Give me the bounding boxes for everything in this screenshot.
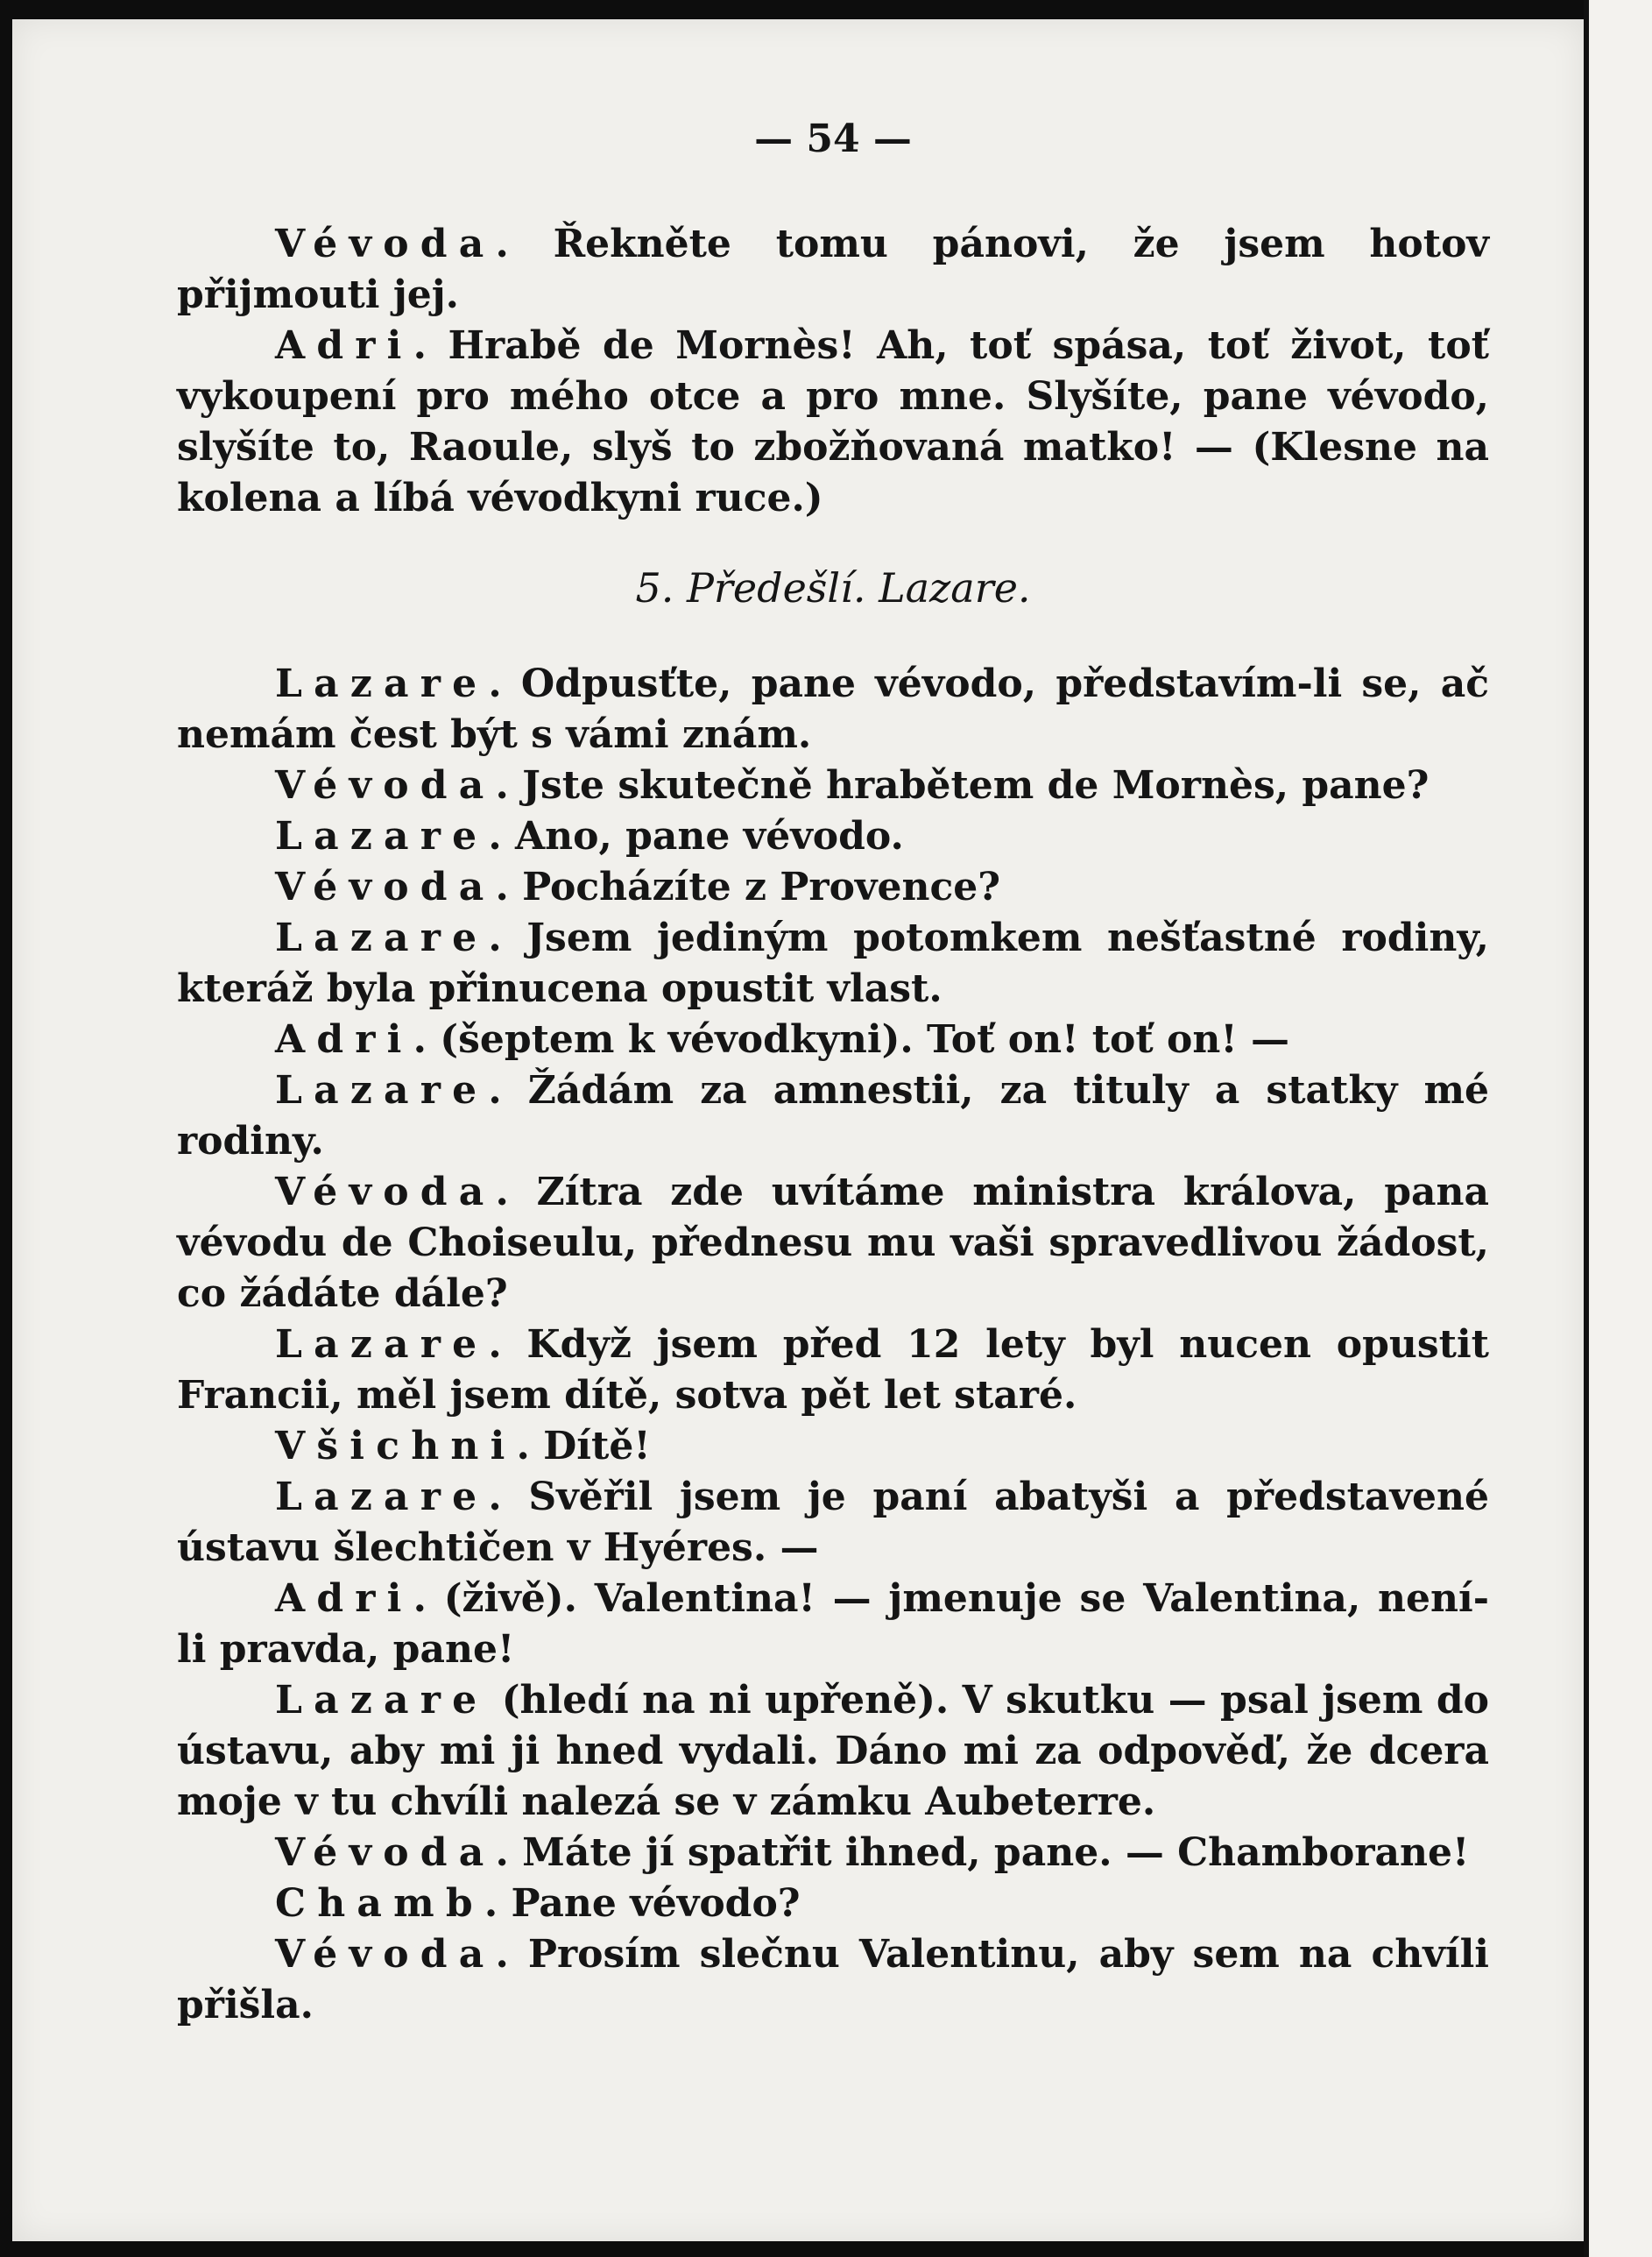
dialogue-paragraph [177,219,1489,321]
dialogue-bottom [177,659,1489,2031]
dialogue-text: . Žádám za amnestii, za tituly a statky mé rodiny. [177,1068,1489,1164]
dialogue-text: . Řekněte tomu pánovi, že jsem hotov přijmouti jej. [177,222,1489,317]
next-page-edge [1584,0,1652,2257]
speaker-name: Lazare [275,1678,489,1723]
dialogue-text: . (šeptem k vévodkyni). Toť on! toť on! — [413,1017,1289,1062]
dialogue-paragraph [177,1929,1489,2031]
dialogue-text: . (živě). Valentina! — jmenuje se Valentina, není-li pravda, pane! [177,1576,1489,1672]
dialogue-paragraph [177,1320,1489,1421]
speaker-name: Lazare [275,916,489,960]
speaker-name: Lazare [275,1475,489,1519]
page-text [177,114,1489,2031]
speaker-name: Vévoda [275,1932,496,1977]
dialogue-paragraph [177,761,1489,811]
dialogue-top [177,219,1489,524]
dialogue-paragraph [177,321,1489,524]
speaker-name: Vévoda [275,1170,496,1214]
dialogue-paragraph [177,1015,1489,1065]
dialogue-text: . Prosím slečnu Valentinu, aby sem na chvíli přišla. [177,1932,1489,2027]
dialogue-text: (hledí na ni upřeně). V skutku — psal jsem do ústavu, aby mi ji hned vydali. Dáno mi za odpověď, že dcera moje v tu chvíli nalezá se v zámku Aubeterre. [177,1678,1489,1824]
speaker-name: Adri [275,1017,413,1062]
speaker-name: Adri [275,323,413,368]
dialogue-text: . Svěřil jsem je paní abatyši a představené ústavu šlechtičen v Hyéres. — [177,1475,1489,1570]
speaker-name: Vévoda [275,222,496,266]
dialogue-paragraph [177,811,1489,862]
page-number: — 54 — [754,117,912,161]
dialogue-paragraph [177,659,1489,761]
dialogue-paragraph [177,862,1489,913]
dialogue-text: . Zítra zde uvítáme ministra králova, pana vévodu de Choiseulu, přednesu mu vaši spravedlivou žádost, co žádáte dále? [177,1170,1489,1316]
speaker-name: Lazare [275,1322,489,1367]
dialogue-paragraph [177,1167,1489,1320]
dialogue-text: . Máte jí spatřit ihned, pane. — Chamborane! [495,1830,1470,1875]
speaker-name: Lazare [275,814,489,859]
speaker-name: Vévoda [275,1830,496,1875]
dialogue-text: . Pane vévodo? [484,1881,801,1926]
dialogue-paragraph [177,1574,1489,1675]
dialogue-text: . Jste skutečně hrabětem de Mornès, pane? [495,763,1430,808]
dialogue-paragraph [177,1472,1489,1574]
dialogue-paragraph [177,1828,1489,1878]
dialogue-text: . Hrabě de Mornès! Ah, toť spása, toť život, toť vykoupení pro mého otce a pro mne. Slyšíte, pane vévodo, slyšíte to, Raoule, slyš to zbožňovaná matko! — (Klesne na kolena a líbá vévodkyni ruce.) [177,323,1489,520]
dialogue-paragraph [177,1421,1489,1472]
dialogue-text: . Odpusťte, pane vévodo, představím-li se, ač nemám čest být s vámi znám. [177,662,1489,757]
dialogue-paragraph [177,1065,1489,1167]
dialogue-text: . Když jsem před 12 lety byl nucen opustit Francii, měl jsem dítě, sotva pět let staré. [177,1322,1489,1418]
scene-heading: 5. Předešlí. Lazare. [635,564,1031,612]
speaker-name: Všichni [275,1424,517,1468]
dialogue-text: . Dítě! [516,1424,651,1468]
speaker-name: Vévoda [275,865,496,909]
dialogue-text: . Ano, pane vévodo. [488,814,904,859]
speaker-name: Lazare [275,662,489,706]
speaker-name: Lazare [275,1068,489,1113]
speaker-name: Vévoda [275,763,496,808]
dialogue-paragraph [177,1878,1489,1929]
speaker-name: Chamb [275,1881,484,1926]
speaker-name: Adri [275,1576,413,1621]
dialogue-paragraph [177,1675,1489,1828]
dialogue-paragraph [177,913,1489,1015]
dialogue-text: . Pocházíte z Provence? [495,865,1001,909]
dialogue-text: . Jsem jediným potomkem nešťastné rodiny, kteráž byla přinucena opustit vlast. [177,916,1489,1011]
